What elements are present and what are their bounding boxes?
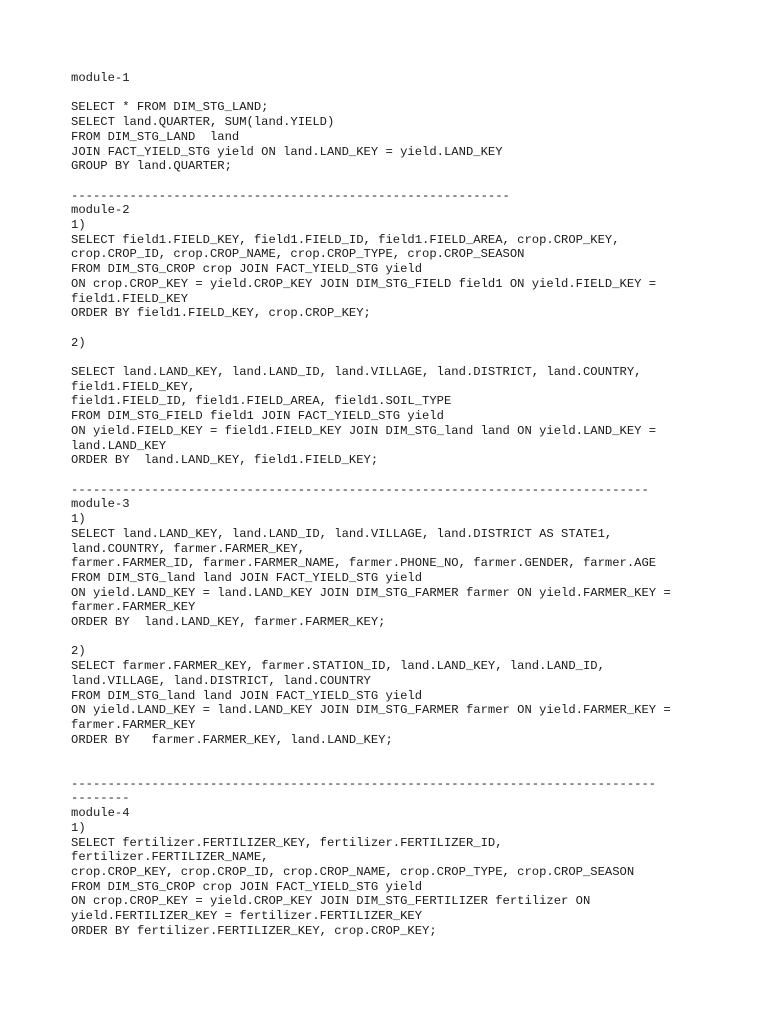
sql-code-text: module-1 SELECT * FROM DIM_STG_LAND; SELECT land.QUARTER, SUM(land.YIELD) FROM DIM_STG_LAND land JOIN FACT_YIELD_STG yield ON land.LAND_KEY = yield.LAND_KEY GROUP BY land.QUARTER; ------------------------------------------------------------ module-2 1) SELECT field1.FIELD_KEY, field1.FIELD_ID, field1.FIELD_AREA, crop.CROP_KEY, crop.CROP_ID, crop.CROP_NAME, crop.CROP_TYPE, crop.CROP_SEASON FROM DIM_STG_CROP crop JOIN FACT_YIELD_STG yield ON crop.CROP_KEY = yield.CROP_KEY JOIN DIM_STG_FIELD field1 ON yield.FIELD_KEY = field1.FIELD_KEY ORDER BY field1.FIELD_KEY, crop.CROP_KEY; 2) SELECT land.LAND_KEY, land.LAND_ID, land.VILLAGE, land.DISTRICT, land.COUNTRY, field1.FIELD_KEY, field1.FIELD_ID, field1.FIELD_AREA, field1.SOIL_TYPE FROM DIM_STG_FIELD field1 JOIN FACT_YIELD_STG yield ON yield.FIELD_KEY = field1.FIELD_KEY JOIN DIM_STG_land land ON yield.LAND_KEY = land.LAND_KEY ORDER BY land.LAND_KEY, field1.FIELD_KEY; ------------------------------------------------------------------------------- module-3 1) SELECT land.LAND_KEY, land.LAND_ID, land.VILLAGE, land.DISTRICT AS STATE1, land.COUNTRY, farmer.FARMER_KEY, farmer.FARMER_ID, farmer.FARMER_NAME, farmer.PHONE_NO, farmer.GENDER, farmer.AGE FROM DIM_STG_land land JOIN FACT_YIELD_STG yield ON yield.LAND_KEY = land.LAND_KEY JOIN DIM_STG_FARMER farmer ON yield.FARMER_KEY = farmer.FARMER_KEY ORDER BY land.LAND_KEY, farmer.FARMER_KEY; 2) SELECT farmer.FARMER_KEY, farmer.STATION_ID, land.LAND_KEY, land.LAND_ID, land.VILLAGE, land.DISTRICT, land.COUNTRY FROM DIM_STG_land land JOIN FACT_YIELD_STG yield ON yield.LAND_KEY = land.LAND_KEY JOIN DIM_STG_FARMER farmer ON yield.FARMER_KEY = farmer.FARMER_KEY ORDER BY farmer.FARMER_KEY, land.LAND_KEY; -------------------------------------------------------------------------------- -------- module-4 1) SELECT fertilizer.FERTILIZER_KEY, fertilizer.FERTILIZER_ID, fertilizer.FERTILIZER_NAME, crop.CROP_KEY, crop.CROP_ID, crop.CROP_NAME, crop.CROP_TYPE, crop.CROP_SEASON FROM DIM_STG_CROP crop JOIN FACT_YIELD_STG yield ON crop.CROP_KEY = yield.CROP_KEY JOIN DIM_STG_FERTILIZER fertilizer ON yield.FERTILIZER_KEY = fertilizer.FERTILIZER_KEY ORDER BY fertilizer.FERTILIZER_KEY, crop.CROP_KEY; <box>71 71 671 938</box>
